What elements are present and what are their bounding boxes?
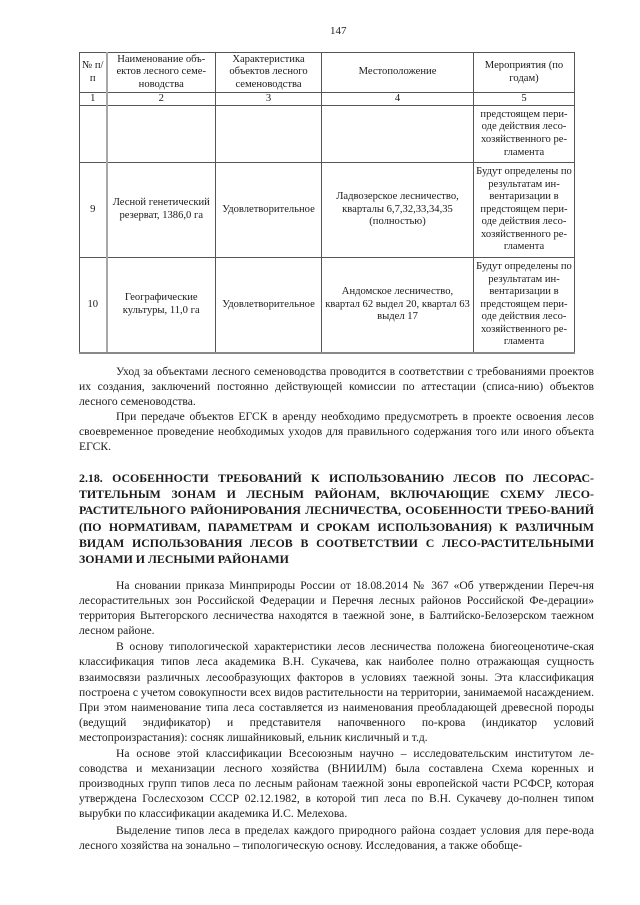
cell-measures: предстоящем пери-оде действия лесо-хозяйственного ре-гламента [474, 106, 575, 163]
section-heading: 2.18. ОСОБЕННОСТИ ТРЕБОВАНИЙ К ИСПОЛЬЗОВАНИЮ ЛЕСОВ ПО ЛЕСОРАС-ТИТЕЛЬНЫМ ЗОНАМ И ЛЕСНЫМ РАЙОНАМ, ВКЛЮЧАЮЩИЕ СХЕМУ ЛЕСО-РАСТИТЕЛЬНОГО РАЙОНИРОВАНИЯ ЛЕСНИЧЕСТВА, ОСОБЕННОСТИ ТРЕБО-ВАНИЙ (ПО НОРМАТИВАМ, ПАРАМЕТРАМ И СРОКАМ ИСПОЛЬЗОВАНИЯ) К РАЗЛИЧНЫМ ВИДАМ ИСПОЛЬЗОВАНИЯ ЛЕСОВ В СООТВЕТСТВИИ С ЛЕСО-РАСТИТЕЛЬНЫМИ ЗОНАМИ И ЛЕСНЫМИ РАЙОНАМИ [79, 471, 594, 567]
column-number: 4 [322, 93, 474, 106]
cell-characteristic [216, 106, 322, 163]
cell-number [80, 106, 107, 163]
cell-characteristic: Удовлетворительное [216, 258, 322, 354]
column-number: 5 [474, 93, 575, 106]
paragraph: На основе этой классификации Всесоюзным научно – исследовательским институтом ле-соводства и механизации лесного хозяйства (ВНИИЛМ) была составлена Схема коренных и производных групп типов леса по лесным районам таежной зоны европейской части РСФСР, которая утверждена Гослесхозом СССР 02.12.1982, в которой тип леса по В.Н. Сукачеву до-полнен типом вырубки по классификации академика И.С. Мелехова. [79, 747, 594, 821]
header-number: № п/п [80, 53, 107, 93]
cell-characteristic: Удовлетворительное [216, 163, 322, 258]
paragraph: В основу типологической характеристики лесов лесничества положена биогеоценотиче-ская классификация типов леса академика В.Н. Сукачева, как наиболее полно отражающая сущность взаимосвязи различных лесообразующих факторов в условиях таежной зоны. Эта классификация построена с учетом совокупности всех видов растительности на территории, занимаемой насаждением. При этом наименование типа леса составляется из наименования преобладающей древесной породы (ведущий эндификатор) и представителя напочвенного по-крова (индикатор условий местопроизрастания): сосняк лишайниковый, ельник кисличный и т.д. [79, 640, 594, 744]
paragraph: При передаче объектов ЕГСК в аренду необходимо предусмотреть в проекте освоения лесов своевременное проведение необходимых уходов для правильного содержания того или иного объекта ЕГСК. [79, 410, 594, 454]
cell-location [322, 106, 474, 163]
table-row [80, 163, 575, 258]
paragraph: Уход за объектами лесного семеноводства проводится в соответствии с требованиями проектов их создания, заключений постоянно действующей комиссии по аттестации (списа-нию) объектов лесного семеноводства. [79, 365, 594, 409]
paragraph: На сновании приказа Минприроды России от 18.08.2014 № 367 «Об утверждении Переч-ня лесорастительных зон Российской Федерации и Перечня лесных районов Российской Фе-дерации» территория Вытегорского лесничества находятся в таежной зоне, в Балтийско-Белозерском таежном лесном районе. [79, 579, 594, 638]
seed-objects-table [79, 52, 575, 354]
column-number: 1 [80, 93, 107, 106]
table-header-row [80, 53, 575, 93]
cell-measures: Будут определены по результатам ин-вентаризации в предстоящем пери-оде действия лесо-хозяйственного ре-гламента [474, 258, 575, 354]
care-paragraphs [79, 364, 594, 455]
cell-location: Андомское лесничество, квартал 62 выдел 20, квартал 63 выдел 17 [322, 258, 474, 354]
section-body [79, 578, 594, 853]
cell-location: Ладвозерское лесничество, кварталы 6,7,32,33,34,35 (полностью) [322, 163, 474, 258]
header-location: Местоположение [322, 53, 474, 93]
column-number: 2 [107, 93, 216, 106]
table-row [80, 106, 575, 163]
cell-object-name: Географические культуры, 11,0 га [107, 258, 216, 354]
cell-object-name: Лесной генетический резерват, 1386,0 га [107, 163, 216, 258]
cell-measures: Будут определены по результатам ин-вентаризации в предстоящем пери-оде действия лесо-хозяйственного ре-гламента [474, 163, 575, 258]
column-number: 3 [216, 93, 322, 106]
table-row [80, 258, 575, 354]
cell-number: 10 [80, 258, 107, 354]
paragraph: Выделение типов леса в пределах каждого природного района создает условия для пере-вода лесного хозяйства на зонально – типологическую основу. Исследования, а также обобще- [79, 823, 594, 852]
header-characteristic: Характеристика объектов лесного семеноводства [216, 53, 322, 93]
cell-number: 9 [80, 163, 107, 258]
header-measures: Мероприятия (по годам) [474, 53, 575, 93]
header-object-name: Наименование объ-ектов лесного семе-новодства [107, 53, 216, 93]
cell-object-name [107, 106, 216, 163]
column-numbers-row [80, 93, 575, 106]
page-number: 147 [330, 25, 347, 37]
